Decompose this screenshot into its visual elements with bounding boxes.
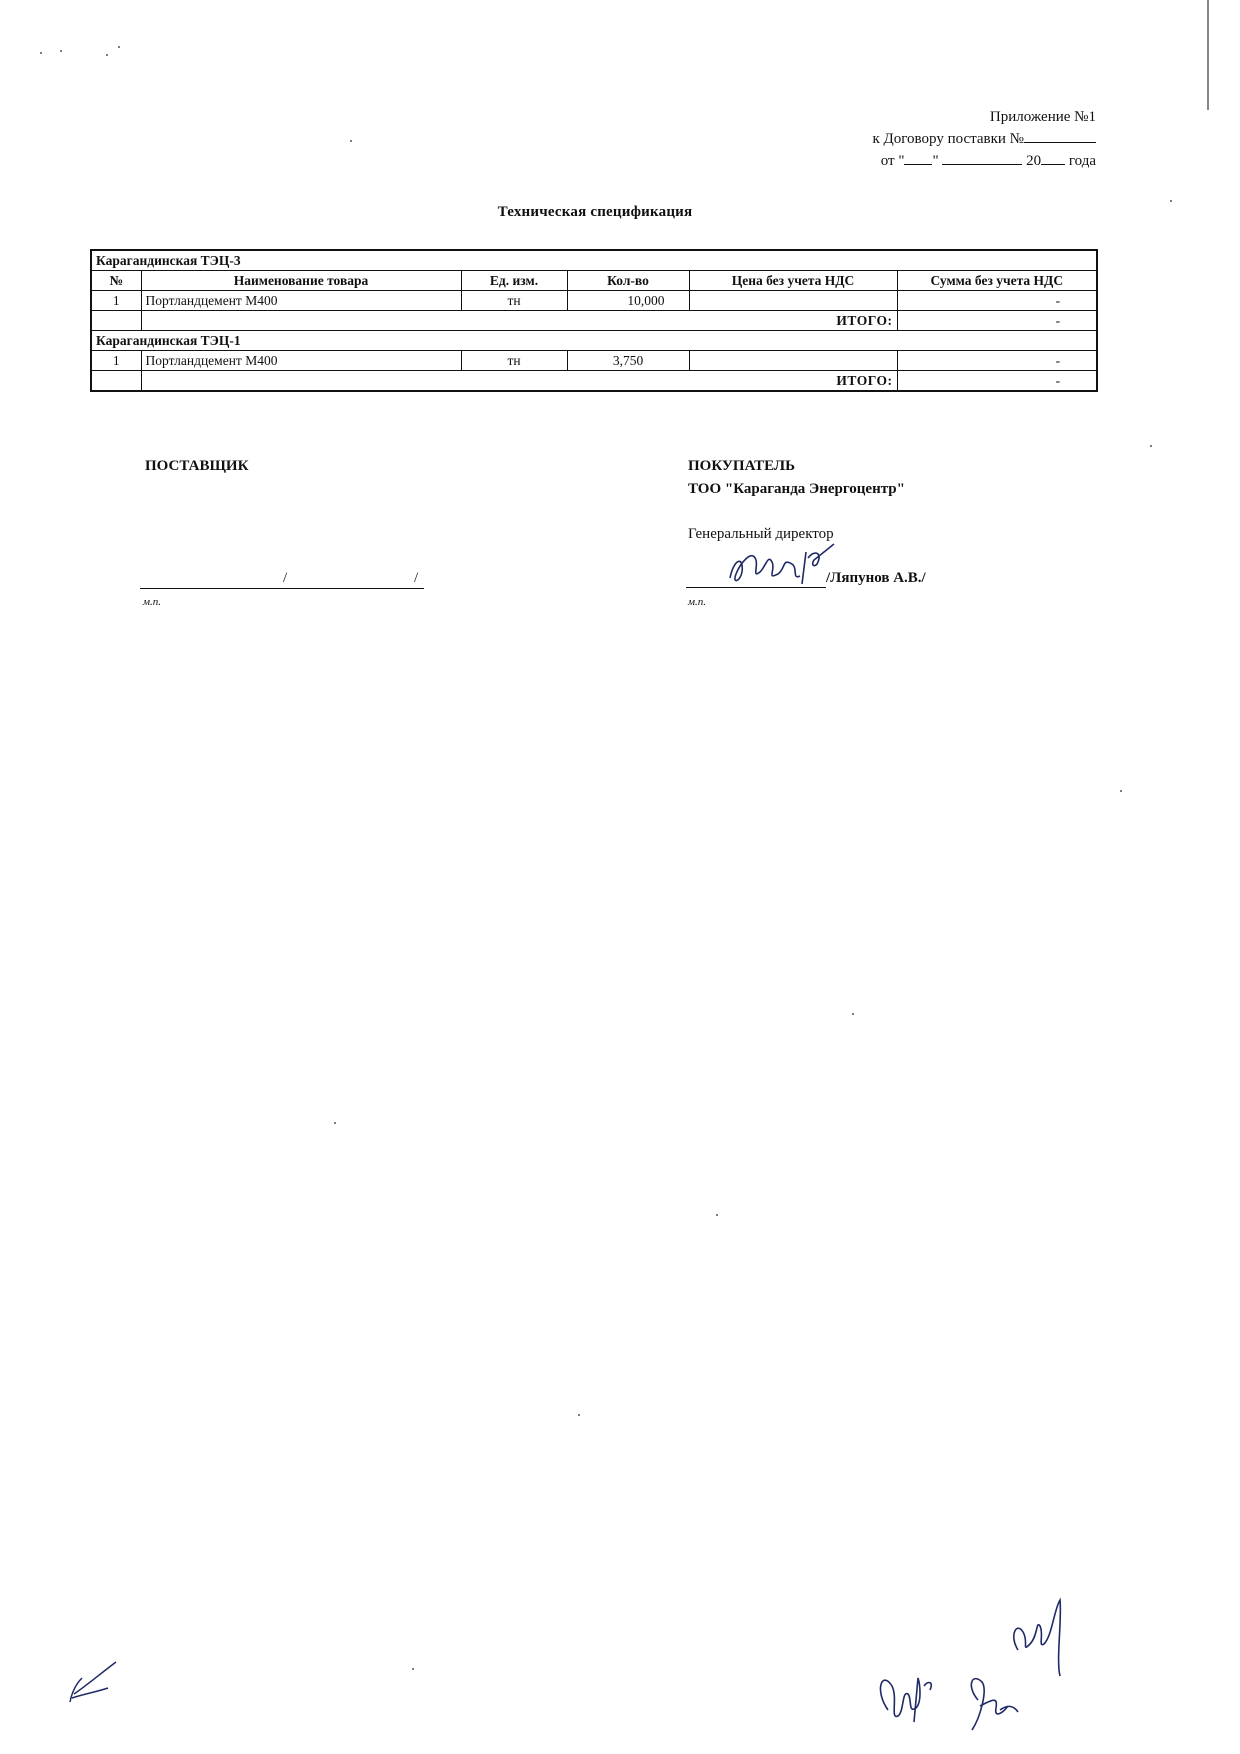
total-row (91, 311, 1097, 331)
row-unit: тн (461, 291, 567, 311)
year-prefix: 20 (1026, 153, 1042, 169)
row-sum: - (897, 351, 1097, 371)
section-name: Карагандинская ТЭЦ-1 (91, 331, 1097, 351)
specification-table (90, 249, 1098, 392)
row-product: Портландцемент М400 (141, 351, 461, 371)
total-value: - (897, 371, 1097, 392)
scan-speck (716, 1214, 718, 1216)
scan-speck (1150, 445, 1152, 447)
scan-speck (1170, 200, 1172, 202)
row-price (689, 351, 897, 371)
approval-initials-icon (868, 1590, 1098, 1740)
supplier-label: ПОСТАВЩИК (145, 458, 249, 474)
supplier-slash-2: / (414, 570, 419, 586)
row-number: 1 (91, 291, 141, 311)
section-header-row (91, 250, 1097, 271)
buyer-position: Генеральный директор (688, 526, 834, 542)
scan-speck (106, 54, 108, 56)
total-empty-cell (91, 371, 141, 392)
section-header-row (91, 331, 1097, 351)
contract-number-line (873, 128, 1097, 150)
row-sum: - (897, 291, 1097, 311)
buyer-company: ТОО "Караганда Энергоцентр" (688, 481, 905, 497)
total-label: ИТОГО: (141, 311, 897, 331)
col-header-quantity: Кол-во (567, 271, 689, 291)
buyer-stamp-label: м.п. (688, 596, 707, 608)
appendix-header (873, 106, 1097, 172)
buyer-signatory: /Ляпунов А.В./ (826, 570, 926, 586)
total-row (91, 371, 1097, 392)
total-empty-cell (91, 311, 141, 331)
col-header-number: № (91, 271, 141, 291)
date-mid: " (932, 153, 939, 169)
contract-date-line (873, 150, 1097, 172)
total-label: ИТОГО: (141, 371, 897, 392)
year-blank (1041, 150, 1065, 165)
scan-speck (350, 140, 352, 142)
section-name: Карагандинская ТЭЦ-3 (91, 250, 1097, 271)
scan-speck (40, 52, 42, 54)
date-day-blank (904, 150, 932, 165)
col-header-price: Цена без учета НДС (689, 271, 897, 291)
col-header-unit: Ед. изм. (461, 271, 567, 291)
col-header-product: Наименование товара (141, 271, 461, 291)
buyer-signature-icon (722, 538, 842, 594)
scan-speck (60, 50, 62, 52)
scan-speck (852, 1013, 854, 1015)
contract-number-blank (1024, 128, 1096, 143)
date-month-blank (942, 150, 1022, 165)
contract-line-text: к Договору поставки № (872, 131, 1024, 147)
scan-edge-mark (1207, 0, 1209, 110)
year-suffix: года (1068, 153, 1096, 169)
table-row (91, 291, 1097, 311)
scan-speck (334, 1122, 336, 1124)
scan-speck (1120, 790, 1122, 792)
initials-mark-icon (62, 1658, 122, 1708)
scan-speck (118, 46, 120, 48)
supplier-slash-1: / (283, 570, 288, 586)
row-price (689, 291, 897, 311)
scan-speck (412, 1668, 414, 1670)
appendix-label: Приложение №1 (989, 109, 1096, 125)
scan-speck (578, 1414, 580, 1416)
date-prefix: от " (880, 153, 905, 169)
row-product: Портландцемент М400 (141, 291, 461, 311)
column-header-row (91, 271, 1097, 291)
buyer-label: ПОКУПАТЕЛЬ (688, 458, 796, 474)
table-row (91, 351, 1097, 371)
row-quantity: 3,750 (567, 351, 689, 371)
row-quantity: 10,000 (567, 291, 689, 311)
col-header-sum: Сумма без учета НДС (897, 271, 1097, 291)
supplier-stamp-label: м.п. (143, 596, 162, 608)
total-value: - (897, 311, 1097, 331)
document-title: Техническая спецификация (497, 204, 693, 220)
row-unit: тн (461, 351, 567, 371)
supplier-signature-line (140, 588, 424, 589)
row-number: 1 (91, 351, 141, 371)
